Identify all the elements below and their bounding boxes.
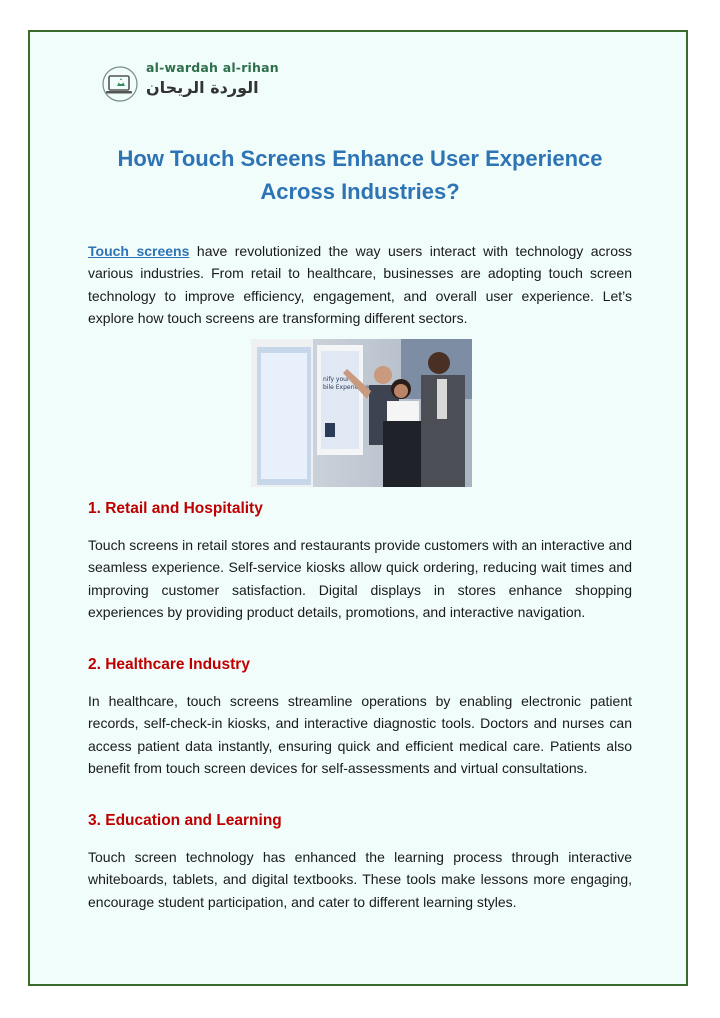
- section-heading-education: 3. Education and Learning: [88, 812, 282, 829]
- logo-text-arabic: الوردة الريحان: [146, 78, 259, 97]
- section-body-education: Touch screen technology has enhanced the learning process through interactive whiteboards, tablets, and digital textbooks. These tools make lessons more engaging, encourage student participation, and cater to different learning styles.: [88, 849, 632, 910]
- document-page: [28, 30, 688, 986]
- photo-illustration: [251, 339, 472, 487]
- section-heading-healthcare: 2. Healthcare Industry: [88, 656, 250, 673]
- touch-screens-link[interactable]: Touch screens: [88, 243, 190, 259]
- title-line-2: Across Industries?: [260, 179, 460, 204]
- intro-paragraph: [88, 240, 632, 330]
- page-title: [70, 142, 650, 208]
- laptop-rose-logo-icon: [102, 64, 142, 104]
- section-body-healthcare: In healthcare, touch screens streamline operations by enabling electronic patient records, self-check-in kiosks, and interactive diagnostic tools. Doctors and nurses can access patient data instantly, ensuring quick and efficient medical care. Patients also benefit from touch screen devices for self-assessments and virtual consultations.: [88, 693, 632, 777]
- intro-text: have revolutionized the way users interact with technology across various industries. From retail to healthcare, businesses are adopting touch screen technology to improve efficiency, engagement, and overall user experience. Let’s explore how touch screens are transforming different sectors.: [88, 243, 633, 327]
- kiosk-screen-text-1: nify your: [323, 376, 350, 383]
- section-body-retail: Touch screens in retail stores and restaurants provide customers with an interactive and seamless experience. Self-service kiosks allow quick ordering, reducing wait times and improving customer satisfaction. Digital displays in stores enhance shopping experiences by providing product details, promotions, and interactive navigation.: [88, 537, 632, 621]
- title-line-1: How Touch Screens Enhance User Experience: [117, 146, 603, 171]
- brand-logo: [102, 56, 312, 126]
- touch-screen-kiosk-photo: [251, 339, 472, 487]
- logo-text-english: al-wardah al-rihan: [146, 60, 279, 75]
- section-heading-retail: 1. Retail and Hospitality: [88, 500, 263, 517]
- kiosk-screen-text-2: bile Experience: [323, 384, 370, 391]
